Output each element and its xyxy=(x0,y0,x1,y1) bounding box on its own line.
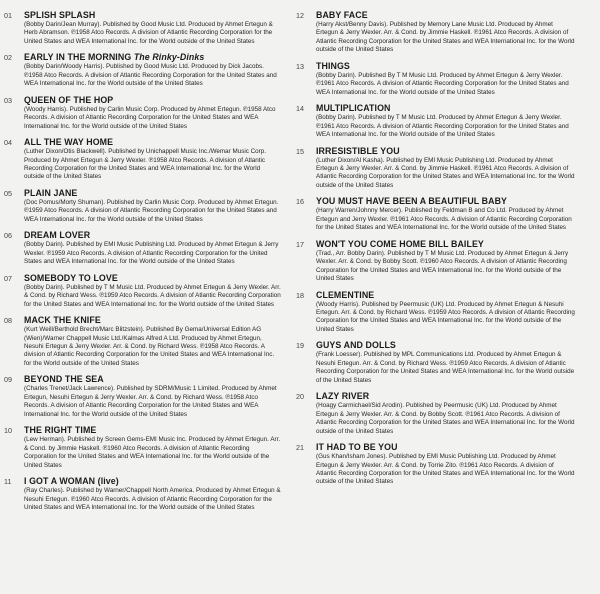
tracklist-column-left xyxy=(4,10,282,594)
track-credit: (Bobby Darin). Published by T M Music Ltd. Produced by Ahmet Ertegun & Jerry Wexler. ℗1961 Atco Records. A division of Atlantic Recording Corporation for the United States and WEA International Inc. for the World outside of the United States xyxy=(316,114,569,139)
track-number: 20 xyxy=(296,392,304,402)
track-number: 10 xyxy=(4,426,12,436)
track-item xyxy=(296,442,576,487)
track-item xyxy=(296,196,576,232)
track-item xyxy=(4,425,282,470)
track-title: GUYS AND DOLLS xyxy=(316,340,396,352)
track-title: IRRESISTIBLE YOU xyxy=(316,145,400,157)
track-number: 21 xyxy=(296,443,304,453)
track-credit: (Bobby Darin). Published by T M Music Ltd. Produced by Ahmet Ertegun & Jerry Wexler. Arr. & Cond. by Richard Wess. ℗1959 Atco Records. A division of Atlantic Recording Corporation for the United States and WEA International Inc. for the World outside of the United States xyxy=(24,283,281,308)
track-title: MACK THE KNIFE xyxy=(24,315,101,327)
track-item xyxy=(4,374,282,419)
track-credit: (Harry Warren/Johnny Mercer). Published by Feldman B and Co Ltd. Produced by Ahmet Ertegun and Jerry Wexler. ℗1961 Atco Records. A division of Atlantic Recording Corporation for the United States and WEA International Inc. for the World outside of the United States xyxy=(316,207,572,232)
track-credit: (Bobby Darin/Woody Harris). Published by Good Music Ltd. Produced by Dick Jacobs. ℗1958 Atco Records. A division of Atlantic Recording Corporation for the United States and WEA International Inc. for the World outside of the United States xyxy=(24,63,277,88)
track-title: BABY FACE xyxy=(316,10,368,21)
track-number: 06 xyxy=(4,231,12,241)
track-number: 12 xyxy=(296,11,304,20)
track-item xyxy=(296,340,576,385)
track-item xyxy=(296,103,576,139)
track-credit: (Charles Trenet/Jack Lawrence). Published by SDRM/Music 1 Limited. Produced by Ahmet Ertegun, Nesuhi Ertegun & Jerry Wexler. Arr. & Cond. by Richard Wess. ℗1958 Atco Records. A division of Atlantic Recording Corporation for the United States and WEA International Inc. for the World outside of the United States xyxy=(24,385,277,418)
track-title: LAZY RIVER xyxy=(316,391,370,403)
track-title: THE RIGHT TIME xyxy=(24,425,97,437)
track-credit: (Gus Khan/Isham Jones). Published by EMI Music Publishing Ltd. Produced by Ahmet Ertegun & Jerry Wexler. Arr. & Cond. by Torrie Zito. ℗1961 Atco Records. A division of Atlantic Recording Corporation for the United States and WEA International Inc. for the World outside of the United States xyxy=(316,453,575,486)
track-item xyxy=(296,239,576,284)
track-credit: (Woody Harris). Published by Peermusic (UK) Ltd. Produced by Ahmet Ertegun & Nesuhi Ertegun. Arr. & Cond. by Richard Wess. ℗1959 Atco Records. A division of Atlantic Recording Corporation for the United States and WEA International Inc. for the World outside of the United States xyxy=(316,300,575,333)
track-title: THINGS xyxy=(316,60,350,72)
track-item xyxy=(296,61,576,97)
track-title: WON'T YOU COME HOME BILL BAILEY xyxy=(316,238,484,250)
track-credit: (Luther Dixon/Otis Blackwell). Published by Unichappell Music Inc./Wemar Music Corp. Produced by Ahmet Ertegun & Jerry Wexler. ℗1958 Atco Records. A division of Atlantic Recording Corporation for the United States and WEA International Inc. for the World outside of the United States xyxy=(24,148,267,181)
track-credit: (Trad., Arr. Bobby Darin). Published by T M Music Ltd. Produced by Ahmet Ertegun & Jerry Wexler. Arr. & Cond. by Bobby Scott. ℗1960 Atco Records. A division of Atlantic Recording Corporation for the United States and WEA International Inc. for the World outside of the United States xyxy=(316,249,569,283)
track-item xyxy=(4,188,282,224)
track-title: BEYOND THE SEA xyxy=(24,374,104,386)
track-number: 04 xyxy=(4,138,12,148)
track-credit: (Woody Harris). Published by Carlin Music Corp. Produced by Ahmet Ertegun. ℗1958 Atco Records. A division of Atlantic Recording Corporation for the United States and WEA International Inc. for the World outside of the United States xyxy=(24,105,276,130)
track-credit: (Luther Dixon/Al Kasha). Published by EMI Music Publishing Ltd. Produced by Ahmet Ertegun & Jerry Wexler. Arr. & Cond. by Jimmie Haskell. ℗1961 Atco Records. A division of Atlantic Recording Corporation for the United States and WEA International Inc. for the World outside of the United States xyxy=(316,156,575,189)
track-number: 07 xyxy=(4,273,12,283)
track-title: IT HAD TO BE YOU xyxy=(316,442,398,454)
track-subtitle: The Rinky-Dinks xyxy=(133,52,205,64)
track-title: QUEEN OF THE HOP xyxy=(24,94,114,106)
track-number: 17 xyxy=(296,239,304,249)
track-credit: (Bobby Darin). Published By T M Music Ltd. Produced by Ahmet Ertegun & Jerry Wexler. ℗1961 Atco Records. A division of Atlantic Recording Corporation for the United States and WEA International Inc. for the World outside of the United States xyxy=(316,71,569,96)
track-credit: (Doc Pomus/Morty Shuman). Published by Carlin Music Corp. Produced by Ahmet Ertegun. ℗1959 Atco Records. A division of Atlantic Recording Corporation for the United States and WEA International Inc. for the World outside of the United States xyxy=(24,199,279,223)
track-title: PLAIN JANE xyxy=(24,188,78,200)
track-credit: (Bobby Darin/Jean Murray). Published by Good Music Ltd. Produced by Ahmet Ertegun & Herb Abramson. ℗1958 Atco Records. A division of Atlantic Recording Corporation for the United States and WEA International Inc. for the World outside of the United States xyxy=(24,21,273,45)
track-item xyxy=(296,290,576,335)
tracklist-column-right xyxy=(296,10,576,594)
track-item xyxy=(296,146,576,191)
track-credit: (Hoagy Carmichael/Sid Arodin). Published by Peermusic (UK) Ltd. Produced by Ahmet Ertegun & Jerry Wexler. Arr. & Cond. by Bobby Scott. ℗1961 Atco Records. A division of Atlantic Recording Corporation for the United States and WEA International Inc. for the World outside of the United States xyxy=(316,402,575,435)
track-number: 19 xyxy=(296,341,304,351)
track-item xyxy=(4,10,282,46)
track-title: DREAM LOVER xyxy=(24,230,91,242)
track-number: 02 xyxy=(4,53,12,63)
track-credit: (Frank Loesser). Published by MPL Communications Ltd. Produced by Ahmet Ertegun & Nesuhi Ertegun. Arr. & Cond. by Richard Wess. ℗1959 Atco Records. A division of Atlantic Recording Corporation for the United States and WEA International Inc. for the World outside of the United States xyxy=(316,351,575,384)
track-title: SOMEBODY TO LOVE xyxy=(24,272,118,284)
track-item xyxy=(4,52,282,88)
track-number: 18 xyxy=(296,290,304,300)
track-number: 15 xyxy=(296,146,304,156)
track-number: 03 xyxy=(4,95,12,105)
track-number: 08 xyxy=(4,316,12,326)
track-title: YOU MUST HAVE BEEN A BEAUTIFUL BABY xyxy=(316,196,508,208)
track-title: CLEMENTINE xyxy=(316,289,375,301)
track-item xyxy=(4,95,282,131)
track-title: I GOT A WOMAN (live) xyxy=(24,476,119,488)
track-number: 09 xyxy=(4,375,12,385)
track-number: 13 xyxy=(296,61,304,71)
track-number: 16 xyxy=(296,197,304,207)
track-title: ALL THE WAY HOME xyxy=(24,137,114,149)
track-item xyxy=(4,273,282,309)
track-item xyxy=(4,137,282,182)
track-credit: (Lew Herman). Published by Screen Gems-EMI Music Inc. Produced by Ahmet Ertegun. Arr. & Cond. by Jimmie Haskell. ℗1960 Atco Records. A division of Atlantic Recording Corporation for the United States and WEA International Inc. for the World outside of the United States xyxy=(24,436,281,469)
track-credit: (Bobby Darin). Published by EMI Music Publishing Ltd. Produced by Ahmet Ertegun & Jerry Wexler. ℗1959 Atco Records. A division of Atlantic Recording Corporation for the United States and WEA International Inc. for the World outside of the United States xyxy=(24,241,279,266)
track-title: SPLISH SPLASH xyxy=(24,10,96,21)
track-item xyxy=(4,230,282,266)
track-title: MULTIPLICATION xyxy=(316,103,391,115)
track-title: EARLY IN THE MORNING The Rinky-Dinks xyxy=(24,52,205,64)
track-item xyxy=(4,476,282,512)
track-number: 01 xyxy=(4,11,12,20)
track-credit: (Ray Charles). Published by Warner/Chappell North America. Produced by Ahmet Ertegun & Nesuhi Ertegun. ℗1960 Atco Records. A division of Atlantic Recording Corporation for the United States and WEA International Inc. for the World outside of the United States xyxy=(24,487,281,511)
track-number: 05 xyxy=(4,189,12,199)
track-item xyxy=(296,10,576,55)
track-number: 11 xyxy=(4,477,12,487)
track-number: 14 xyxy=(296,104,304,114)
track-item xyxy=(4,315,282,368)
track-credit: (Kurt Weill/Berthold Brecht/Marc Blitzstein). Published By Gema/Universal Edition AG (Wien)/Warner Chappell Music Ltd./Kalmas Alfred A Ltd. Produced by Ahmet Ertegun, Nesuhi Ertegun & Jerry Wexler. Arr. & Cond. by Richard Wess. ℗1958 Atco Records. A division of Atlantic Recording Corporation for the United States and WEA International Inc. for the World outside of the United States xyxy=(24,326,275,367)
track-item xyxy=(296,391,576,436)
track-credit: (Harry Akst/Benny Davis). Published by Memory Lane Music Ltd. Produced by Ahmet Ertegun & Jerry Wexler. Arr. & Cond. by Jimmie Haskell. ℗1961 Atco Records. A division of Atlantic Recording Corporation for the United States and WEA International Inc. for the World outside of the United States xyxy=(316,21,575,54)
